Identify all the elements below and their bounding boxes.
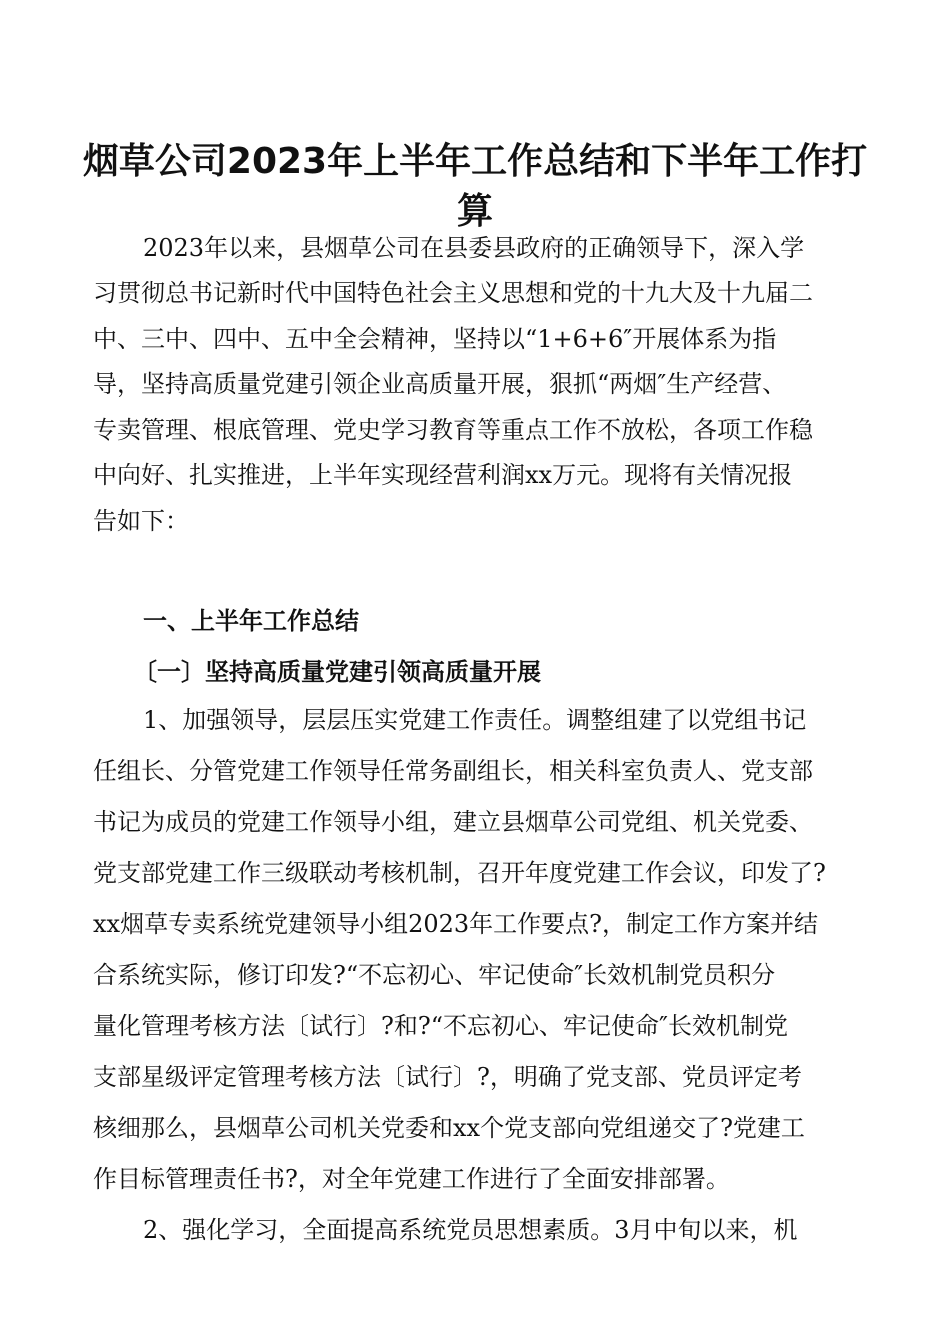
item1-line-5: xx烟草专卖系统党建领导小组2023年工作要点?，制定工作方案并结 <box>93 910 819 938</box>
intro-line-3: 中、三中、四中、五中全会精神，坚持以“1+6+6″开展体系为指 <box>93 325 777 353</box>
document-title-line-1: 烟草公司2023年上半年工作总结和下半年工作打 <box>82 141 868 182</box>
item1-line-8: 支部星级评定管理考核方法〔试行〕?，明确了党支部、党员评定考 <box>93 1063 802 1091</box>
intro-line-1: 2023年以来，县烟草公司在县委县政府的正确领导下，深入学 <box>143 234 805 262</box>
item1-line-10: 作目标管理责任书?，对全年党建工作进行了全面安排部署。 <box>93 1165 730 1193</box>
intro-line-6: 中向好、扎实推进，上半年实现经营利润xx万元。现将有关情况报 <box>93 461 793 489</box>
item1-line-9: 核细那么，县烟草公司机关党委和xx个党支部向党组递交了?党建工 <box>93 1114 805 1142</box>
item1-line-3: 书记为成员的党建工作领导小组，建立县烟草公司党组、机关党委、 <box>93 808 813 836</box>
document-title-line-2: 算 <box>456 191 493 232</box>
intro-line-4: 导，坚持高质量党建引领企业高质量开展，狠抓“两烟″生产经营、 <box>93 370 787 398</box>
subsection-heading: 〔一〕坚持高质量党建引领高质量开展 <box>133 658 541 686</box>
item2-line-1: 2、强化学习，全面提高系统党员思想素质。3月中旬以来，机 <box>143 1216 798 1244</box>
item1-line-2: 任组长、分管党建工作领导任常务副组长，相关科室负责人、党支部 <box>93 757 813 785</box>
section-heading: 一、上半年工作总结 <box>143 607 359 635</box>
intro-line-5: 专卖管理、根底管理、党史学习教育等重点工作不放松，各项工作稳 <box>93 416 813 444</box>
item1-line-4: 党支部党建工作三级联动考核机制，召开年度党建工作会议，印发了? <box>93 859 826 887</box>
intro-line-7: 告如下： <box>93 507 189 535</box>
item1-line-1: 1、加强领导，层层压实党建工作责任。调整组建了以党组书记 <box>143 706 807 734</box>
item1-line-7: 量化管理考核方法〔试行〕?和?“不忘初心、牢记使命″长效机制党 <box>93 1012 788 1040</box>
intro-line-2: 习贯彻总书记新时代中国特色社会主义思想和党的十九大及十九届二 <box>93 279 813 307</box>
item1-line-6: 合系统实际，修订印发?“不忘初心、牢记使命″长效机制党员积分 <box>93 961 776 989</box>
